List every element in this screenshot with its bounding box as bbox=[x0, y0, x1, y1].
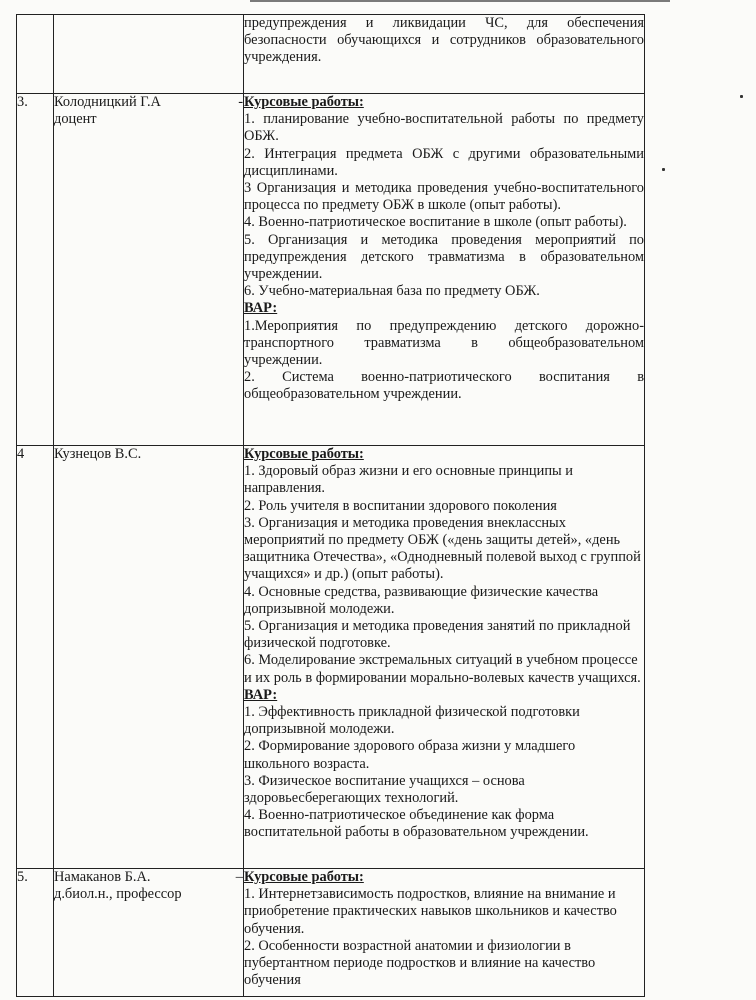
list-item: 3 Организация и методика проведения учебно-воспитательного процесса по предмету ОБЖ в школе (опыт работы). bbox=[244, 180, 644, 214]
row-number: 3. bbox=[17, 94, 54, 446]
list-item: 5. Организация и методика проведения занятий по прикладной физической подготовке. bbox=[244, 618, 631, 652]
table-row bbox=[17, 446, 645, 869]
list-item: 6. Моделирование экстремальных ситуаций в учебном процессе и их роль в формировании морально-волевых качеств учащихся. bbox=[244, 652, 641, 686]
section-header-coursework: Курсовые работы: bbox=[244, 869, 364, 885]
section-header-coursework: Курсовые работы: bbox=[244, 446, 364, 462]
list-item: предупреждения и ликвидации ЧС, для обеспечения безопасности обучающихся и сотрудников образовательного учреждения. bbox=[244, 15, 644, 66]
list-item: 2. Интеграция предмета ОБЖ с другими образовательными дисциплинами. bbox=[244, 145, 644, 179]
list-item: 4. Военно-патриотическое объединение как форма воспитательной работы в образовательном учреждении. bbox=[244, 807, 589, 841]
scan-edge-line bbox=[250, 0, 670, 2]
name-dash: - bbox=[238, 94, 243, 110]
scan-speck bbox=[662, 168, 665, 171]
list-item: 1. Интернетзависимость подростков, влияние на внимание и приобретение практических навыков школьников и качество обучения. bbox=[244, 886, 617, 937]
row-number: 4 bbox=[17, 446, 54, 869]
supervisor-cell bbox=[54, 446, 244, 869]
list-item: 6. Учебно-материальная база по предмету ОБЖ. bbox=[244, 283, 540, 300]
section-header-var: ВАР: bbox=[244, 686, 278, 703]
list-item: 1. Здоровый образ жизни и его основные принципы и направления. bbox=[244, 463, 574, 497]
supervisor-cell bbox=[54, 869, 244, 997]
list-item: 2. Особенности возрастной анатомии и физиологии в пубертантном периоде подростков и влияние на качество обучения bbox=[244, 937, 596, 989]
topics-table bbox=[16, 14, 645, 997]
supervisor-name: Кузнецов В.С. bbox=[54, 446, 142, 462]
section-header-coursework: Курсовые работы: bbox=[244, 94, 364, 110]
list-item: 3. Организация и методика проведения внеклассных мероприятий по предмету ОБЖ («день защиты детей», «день защитника Отечества», «Однодневный полевой выход с группой учащихся» и др.) (опыт работы). bbox=[244, 514, 641, 583]
list-item: 4. Основные средства, развивающие физические качества допризывной молодежи. bbox=[244, 583, 599, 617]
supervisor-name: Колодницкий Г.А bbox=[54, 94, 161, 110]
list-item: 1. Эффективность прикладной физической подготовки допризывной молодежи. bbox=[244, 704, 580, 738]
topics-cell bbox=[244, 869, 645, 997]
table-row bbox=[17, 94, 645, 446]
topics-cell bbox=[244, 15, 645, 94]
table-row bbox=[17, 15, 645, 94]
supervisor-cell bbox=[54, 15, 244, 94]
list-item: 4. Военно-патриотическое воспитание в школе (опыт работы). bbox=[244, 214, 627, 231]
supervisor-title: доцент bbox=[54, 111, 97, 128]
row-number: 5. bbox=[17, 869, 54, 997]
list-item: 2. Роль учителя в воспитании здорового поколения bbox=[244, 497, 557, 514]
supervisor-title: д.биол.н., профессор bbox=[54, 886, 182, 903]
list-item: 1.Мероприятия по предупреждению детского дорожно-транспортного травматизма в общеобразовательном учреждении. bbox=[244, 317, 644, 369]
supervisor-cell bbox=[54, 94, 244, 446]
supervisor-name: Намаканов Б.А. bbox=[54, 869, 151, 885]
topics-cell bbox=[244, 94, 645, 446]
list-item: 5. Организация и методика проведения мероприятий по предупреждения детского травматизма в образовательном учреждении. bbox=[244, 231, 644, 283]
list-item: 1. планирование учебно-воспитательной работы по предмету ОБЖ. bbox=[244, 111, 644, 145]
list-item: 2. Формирование здорового образа жизни у младшего школьного возраста. bbox=[244, 738, 576, 772]
scan-speck bbox=[740, 95, 743, 98]
section-header-var: ВАР: bbox=[244, 300, 278, 317]
topics-cell bbox=[244, 446, 645, 869]
row-number bbox=[17, 15, 54, 94]
list-item: 2. Система военно-патриотического воспитания в общеобразовательном учреждении. bbox=[244, 369, 644, 403]
list-item: 3. Физическое воспитание учащихся – основа здоровьесберегающих технологий. bbox=[244, 772, 525, 807]
name-dash: – bbox=[235, 869, 243, 885]
table-row bbox=[17, 869, 645, 997]
